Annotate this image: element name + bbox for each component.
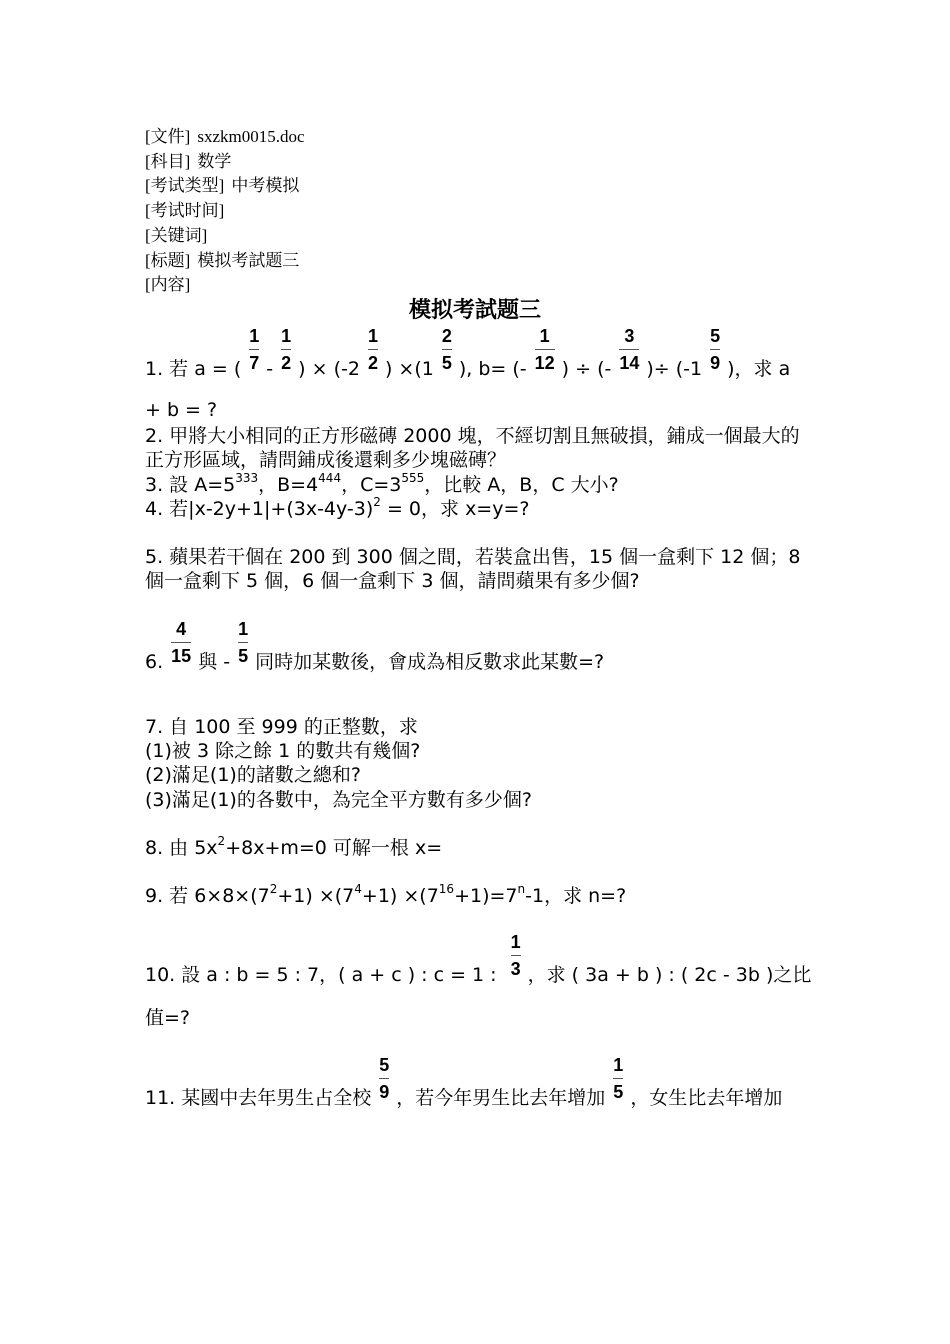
question-7-part-1: (1)被 3 除之餘 1 的數共有幾個? xyxy=(145,740,421,762)
fraction-denominator: 5 xyxy=(441,353,452,373)
page-title: 模拟考試题三 xyxy=(408,298,541,323)
question-text: ，若今年男生比去年增加 xyxy=(396,1087,606,1109)
meta-line-exam-time xyxy=(145,199,305,224)
fraction xyxy=(618,325,640,374)
meta-value: sxzkm0015.doc xyxy=(197,127,305,146)
fraction-numerator: 5 xyxy=(379,1055,390,1075)
question-text: 8. 由 5x xyxy=(145,837,218,859)
fraction xyxy=(280,325,292,374)
meta-label: [关键词] xyxy=(145,225,208,245)
fraction-denominator: 5 xyxy=(613,1082,624,1102)
fraction-denominator: 3 xyxy=(510,959,521,979)
question-text: ) ÷ (- xyxy=(561,358,612,380)
superscript-exponent: 333 xyxy=(235,471,259,485)
fraction-denominator: 2 xyxy=(367,353,378,373)
superscript-exponent: 2 xyxy=(269,882,278,896)
question-text: ，女生比去年增加 xyxy=(630,1087,783,1109)
question-6 xyxy=(145,619,605,674)
question-2-line-1: 2. 甲將大小相同的正方形磁磚 2000 塊，不經切割且無破損，鋪成一個最大的 xyxy=(145,425,800,447)
question-text: 4. 若|x-2y+1|+(3x-4y-3) xyxy=(145,498,374,520)
question-4 xyxy=(145,497,529,521)
fraction-numerator: 5 xyxy=(710,326,721,346)
question-text: ) ×(1 xyxy=(384,358,434,380)
fraction-numerator: 3 xyxy=(624,326,635,346)
question-1-line-2: + b = ? xyxy=(145,399,218,421)
fraction-bar xyxy=(249,349,259,350)
fraction-denominator: 2 xyxy=(281,353,292,373)
question-text: +1) ×(7 xyxy=(277,885,355,907)
question-1-line-1 xyxy=(145,326,791,381)
meta-line-file xyxy=(145,125,305,150)
fraction xyxy=(248,325,260,374)
question-2-line-2: 正方形區域，請問鋪成後還剩多少塊磁磚？ xyxy=(145,449,507,471)
fraction-bar xyxy=(379,1078,389,1079)
question-text: +1)=7 xyxy=(454,885,518,907)
question-7-part-2: (2)滿足(1)的諸數之總和? xyxy=(145,764,361,786)
question-text: ) × (-2 xyxy=(298,358,360,380)
meta-label: [科目] xyxy=(145,151,191,171)
fraction-numerator: 2 xyxy=(441,326,452,346)
superscript-exponent: n xyxy=(517,882,526,896)
fraction-bar xyxy=(535,349,555,350)
superscript-exponent: 444 xyxy=(318,471,342,485)
fraction-bar xyxy=(619,349,639,350)
fraction xyxy=(510,931,522,980)
fraction-denominator: 15 xyxy=(171,646,192,666)
fraction-bar xyxy=(171,642,191,643)
question-text: ，比較 A，B，C 大小? xyxy=(424,474,619,496)
fraction xyxy=(170,618,192,667)
superscript-exponent: 4 xyxy=(354,882,362,896)
question-text: 3. 設 A=5 xyxy=(145,474,236,496)
question-8 xyxy=(145,836,442,860)
question-3 xyxy=(145,473,619,497)
fraction-bar xyxy=(368,349,378,350)
fraction-denominator: 12 xyxy=(534,353,555,373)
fraction xyxy=(612,1054,624,1103)
fraction-denominator: 14 xyxy=(619,353,640,373)
question-10-line-1 xyxy=(145,932,812,987)
meta-label: [内容] xyxy=(145,275,191,295)
fraction-bar xyxy=(281,349,291,350)
question-text: = 0，求 x=y=? xyxy=(380,498,530,520)
meta-value: 中考模拟 xyxy=(231,176,300,196)
fraction-bar xyxy=(710,349,720,350)
question-text: 10. 設 a : b = 5 : 7，( a + c ) : c = 1 : xyxy=(145,964,503,986)
fraction xyxy=(534,325,556,374)
fraction-bar xyxy=(613,1078,623,1079)
meta-line-subject xyxy=(145,150,305,175)
fraction xyxy=(709,325,721,374)
question-10-line-2: 值=? xyxy=(145,1007,191,1029)
superscript-exponent: 2 xyxy=(373,495,381,509)
question-text: )÷ (-1 xyxy=(646,358,703,380)
question-7-part-3: (3)滿足(1)的各數中，為完全平方數有多少個? xyxy=(145,789,532,811)
question-text: ，C=3 xyxy=(341,474,402,496)
fraction-numerator: 1 xyxy=(367,326,378,346)
meta-line-heading xyxy=(145,249,305,274)
meta-line-keywords xyxy=(145,224,305,249)
fraction-numerator: 1 xyxy=(281,326,292,346)
question-text: )，求 a xyxy=(727,358,791,380)
question-5-line-2: 個一盒剩下 5 個，6 個一盒剩下 3 個，請問蘋果有多少個? xyxy=(145,570,640,592)
question-text: -1，求 n=? xyxy=(525,885,627,907)
fraction-denominator: 7 xyxy=(249,353,260,373)
fraction-bar xyxy=(238,642,248,643)
fraction-bar xyxy=(511,955,521,956)
question-text: 1. 若 a = ( xyxy=(145,358,242,380)
meta-label: [标题] xyxy=(145,250,191,270)
fraction-numerator: 1 xyxy=(510,932,521,952)
superscript-exponent: 555 xyxy=(401,471,425,485)
meta-label: [考试时间] xyxy=(145,201,225,221)
fraction-denominator: 5 xyxy=(238,646,249,666)
question-5-line-1: 5. 蘋果若干個在 200 到 300 個之間，若裝盒出售，15 個一盒剩下 12 個；8 xyxy=(145,546,801,568)
question-text: ，B=4 xyxy=(258,474,319,496)
fraction xyxy=(441,325,453,374)
meta-label: [文件] xyxy=(145,127,191,146)
fraction-numerator: 4 xyxy=(176,619,187,639)
question-text: 6. xyxy=(145,651,164,673)
fraction xyxy=(378,1054,390,1103)
superscript-exponent: 2 xyxy=(217,834,226,848)
question-text: ，求 ( 3a + b ) : ( 2c - 3b )之比 xyxy=(527,964,812,986)
fraction-denominator: 9 xyxy=(710,353,721,373)
question-11 xyxy=(145,1055,783,1110)
document-metadata xyxy=(145,125,305,298)
question-text: ), b= (- xyxy=(458,358,527,380)
question-text: 9. 若 6×8×(7 xyxy=(145,885,270,907)
meta-line-content xyxy=(145,273,305,298)
fraction-numerator: 1 xyxy=(613,1055,624,1075)
meta-value: 数学 xyxy=(197,151,232,171)
superscript-exponent: 16 xyxy=(438,882,455,896)
question-text: 11. 某國中去年男生占全校 xyxy=(145,1087,372,1109)
fraction xyxy=(237,618,249,667)
fraction-numerator: 1 xyxy=(539,326,550,346)
meta-value: 模拟考試题三 xyxy=(197,250,300,270)
meta-line-exam-type xyxy=(145,174,305,199)
question-9 xyxy=(145,884,626,908)
question-7-line-1: 7. 自 100 至 999 的正整數，求 xyxy=(145,716,418,738)
fraction-bar xyxy=(442,349,452,350)
fraction xyxy=(367,325,379,374)
question-text: +8x+m=0 可解一根 x= xyxy=(225,837,443,859)
question-text: 與 - xyxy=(198,651,231,673)
question-text: 同時加某數後，會成為相反數求此某數=? xyxy=(255,651,605,673)
question-text: - xyxy=(266,358,274,380)
fraction-numerator: 1 xyxy=(238,619,249,639)
fraction-numerator: 1 xyxy=(249,326,260,346)
fraction-denominator: 9 xyxy=(379,1082,390,1102)
meta-label: [考试类型] xyxy=(145,176,225,196)
question-text: +1) ×(7 xyxy=(361,885,439,907)
